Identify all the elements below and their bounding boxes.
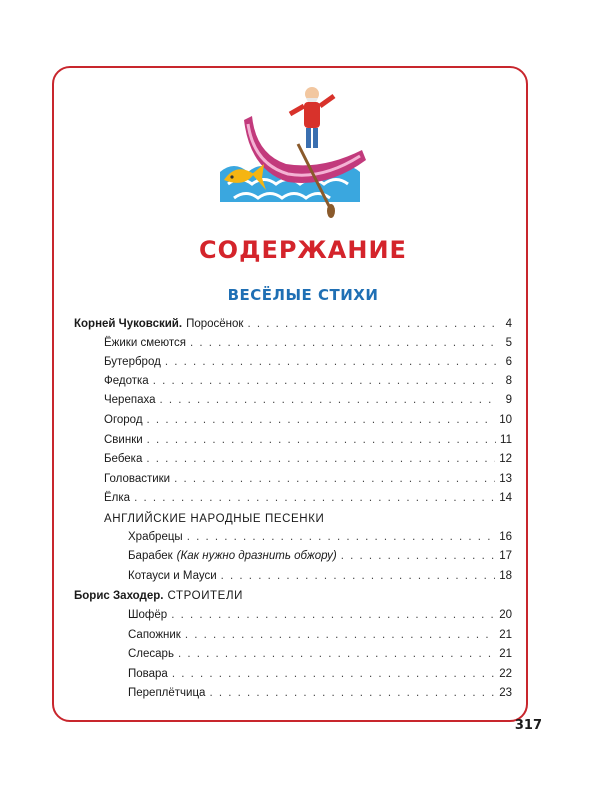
toc-label: Переплётчица: [128, 687, 206, 699]
toc-page: 8: [505, 375, 512, 387]
toc-leader: [247, 315, 496, 333]
toc-row: [104, 450, 512, 468]
toc-page: 13: [499, 473, 512, 485]
toc-label: Котауси и Мауси: [128, 570, 217, 582]
toc-label: Свинки: [104, 434, 143, 446]
toc-row: [128, 567, 512, 585]
toc-row: [128, 665, 512, 683]
toc-page: 12: [499, 453, 512, 465]
toc-page: 16: [499, 531, 512, 543]
toc-page: 11: [500, 434, 512, 446]
toc-row: [128, 684, 512, 702]
toc-label: Огород: [104, 414, 143, 426]
toc-leader: [209, 684, 495, 702]
toc-subheading: АНГЛИЙСКИЕ НАРОДНЫЕ ПЕСЕНКИ: [104, 513, 325, 525]
toc-label: Федотка: [104, 375, 149, 387]
toc-page: 22: [499, 668, 512, 680]
toc-label: Бебека: [104, 453, 143, 465]
toc-label: Черепаха: [104, 394, 156, 406]
toc-leader: [146, 450, 495, 468]
toc-leader: [341, 547, 495, 565]
page-title: СОДЕРЖАНИЕ: [199, 236, 407, 264]
toc-leader: [221, 567, 496, 585]
toc-row: [104, 391, 512, 409]
toc-row: [104, 470, 512, 488]
toc-label: СТРОИТЕЛИ: [167, 590, 243, 602]
toc-row: [128, 547, 512, 565]
toc-leader: [147, 411, 496, 429]
toc-label: Повара: [128, 668, 168, 680]
toc-row: [104, 489, 512, 507]
toc-leader: [134, 489, 495, 507]
toc-row: [104, 334, 512, 352]
toc-page: 17: [499, 550, 512, 562]
toc-leader: [172, 665, 495, 683]
toc-page: 4: [505, 318, 512, 330]
toc-page: 21: [499, 629, 512, 641]
toc-author: Борис Заходер.: [74, 590, 164, 602]
toc-page: 9: [505, 394, 512, 406]
toc-row: [104, 353, 512, 371]
toc-subtitle: (Как нужно дразнить обжору): [176, 550, 337, 562]
toc-row: [128, 528, 512, 546]
toc-leader: [160, 391, 497, 409]
toc-label: Поросёнок: [186, 318, 244, 330]
toc-label: Барабек: [128, 550, 173, 562]
toc-page: 10: [499, 414, 512, 426]
toc-subheading: [74, 587, 243, 605]
toc-leader: [171, 606, 495, 624]
toc-page: 5: [505, 337, 512, 349]
section-heading: ВЕСЁЛЫЕ СТИХИ: [227, 286, 379, 304]
toc-page: 6: [505, 356, 512, 368]
toc-leader: [185, 626, 495, 644]
toc-row: [104, 372, 512, 390]
toc-label: Ёлка: [104, 492, 131, 504]
toc-page: 20: [499, 609, 512, 621]
toc-page: 21: [499, 648, 512, 660]
page-number: 317: [514, 718, 542, 733]
toc-label: Бутерброд: [104, 356, 161, 368]
toc-row: [128, 606, 512, 624]
toc-row: [128, 626, 512, 644]
toc-leader: [147, 431, 496, 449]
toc-label: Головастики: [104, 473, 171, 485]
toc-leader: [174, 470, 495, 488]
toc-leader: [190, 334, 496, 352]
toc-leader: [165, 353, 496, 371]
toc-label: Ёжики смеются: [104, 337, 186, 349]
toc-label: Шофёр: [128, 609, 168, 621]
toc-author: Корней Чуковский.: [74, 318, 183, 330]
toc-page: 14: [499, 492, 512, 504]
toc-label: Слесарь: [128, 648, 174, 660]
toc-row: [104, 431, 512, 449]
toc-leader: [153, 372, 496, 390]
toc-leader: [187, 528, 496, 546]
old-man-in-boat-icon: [208, 80, 378, 220]
toc-page: 18: [499, 570, 512, 582]
toc-label: Сапожник: [128, 629, 181, 641]
toc-row: [104, 411, 512, 429]
toc-page: 23: [499, 687, 512, 699]
toc-row: [128, 645, 512, 663]
toc-leader: [178, 645, 495, 663]
toc-label: Храбрецы: [128, 531, 183, 543]
toc-row: [74, 315, 512, 333]
